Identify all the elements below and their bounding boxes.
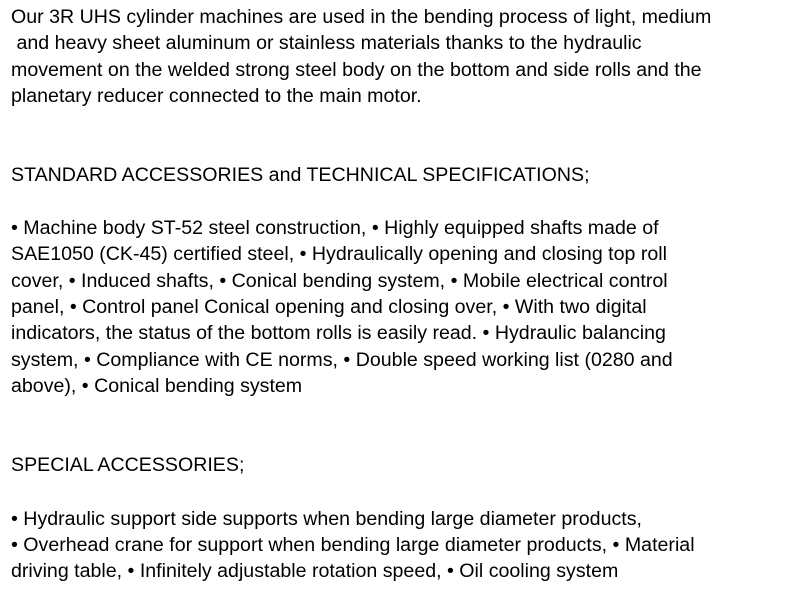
intro-line: and heavy sheet aluminum or stainless materials thanks to the hydraulic	[11, 32, 642, 54]
intro-line: Our 3R UHS cylinder machines are used in the bending process of light, medium	[11, 6, 712, 28]
intro-line: planetary reducer connected to the main motor.	[11, 85, 422, 107]
standard-accessories-line: indicators, the status of the bottom rolls is easily read. • Hydraulic balancing	[11, 322, 666, 344]
standard-accessories-line: SAE1050 (CK-45) certified steel, • Hydraulically opening and closing top roll	[11, 243, 667, 265]
special-accessories-heading: SPECIAL ACCESSORIES;	[11, 454, 245, 476]
standard-accessories-heading: STANDARD ACCESSORIES and TECHNICAL SPECIFICATIONS;	[11, 164, 590, 186]
special-accessories-line: • Hydraulic support side supports when bending large diameter products,	[11, 508, 642, 530]
special-accessories-line: driving table, • Infinitely adjustable rotation speed, • Oil cooling system	[11, 560, 619, 582]
standard-accessories-line: cover, • Induced shafts, • Conical bending system, • Mobile electrical control	[11, 270, 668, 292]
special-accessories-line: • Overhead crane for support when bending large diameter products, • Material	[11, 534, 695, 556]
standard-accessories-line: above), • Conical bending system	[11, 375, 303, 397]
standard-accessories-line: system, • Compliance with CE norms, • Double speed working list (0280 and	[11, 349, 673, 371]
intro-line: movement on the welded strong steel body on the bottom and side rolls and the	[11, 59, 702, 81]
standard-accessories-line: panel, • Control panel Conical opening and closing over, • With two digital	[11, 296, 647, 318]
standard-accessories-line: • Machine body ST-52 steel construction, • Highly equipped shafts made of	[11, 217, 659, 239]
